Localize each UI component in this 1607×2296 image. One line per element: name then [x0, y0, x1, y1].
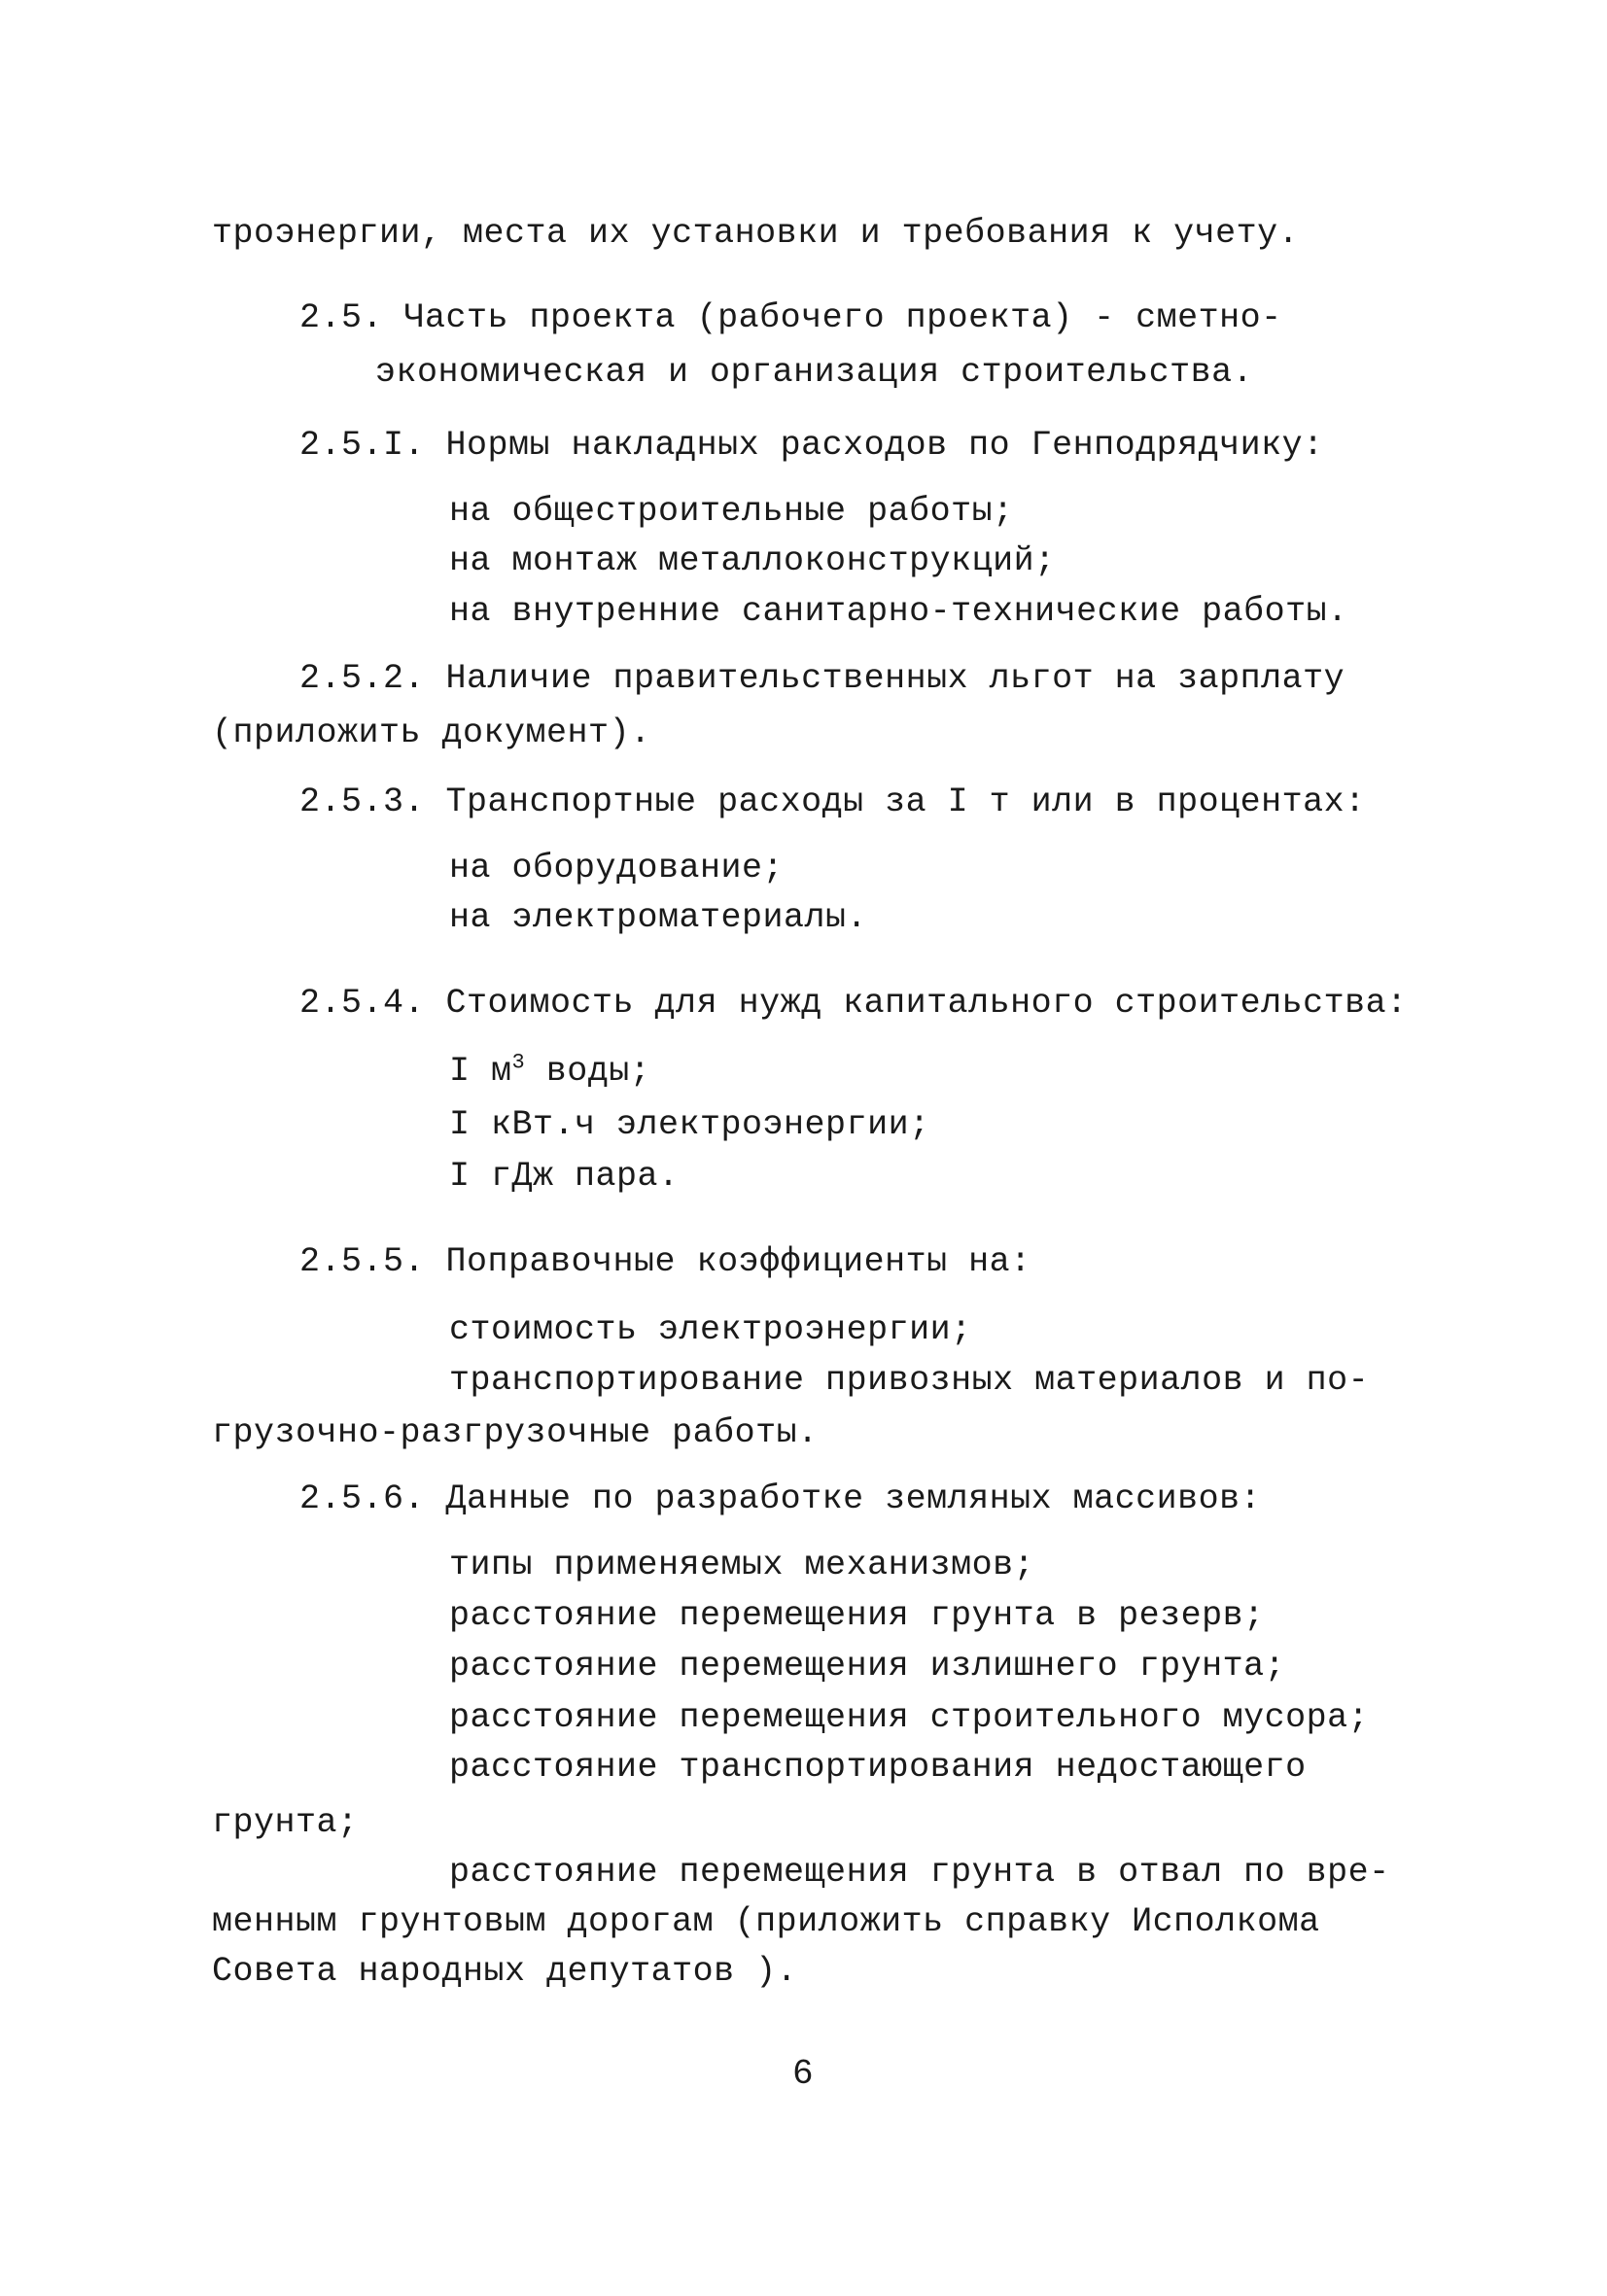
list-item: расстояние перемещения грунта в отвал по вре-	[449, 1853, 1390, 1892]
text-part: I м	[449, 1052, 512, 1091]
list-item: расстояние перемещения грунта в резерв;	[449, 1596, 1265, 1635]
list-item: на оборудование;	[449, 849, 785, 887]
list-item: на общестроительные работы;	[449, 492, 1014, 531]
list-item: стоимость электроэнергии;	[449, 1310, 972, 1349]
list-item: на электроматериалы.	[449, 898, 868, 937]
text-line: Совета народных депутатов ).	[212, 1952, 798, 1991]
list-item: транспортирование привозных материалов и по-	[449, 1361, 1370, 1400]
text-line: экономическая и организация строительства.	[375, 353, 1254, 392]
text-line: троэнергии, места их установки и требования к учету.	[212, 214, 1300, 253]
item-heading-2-5-1: 2.5.I. Нормы накладных расходов по Генподрядчику:	[299, 426, 1324, 465]
text-line: грунта;	[212, 1803, 359, 1842]
text-line: (приложить документ).	[212, 713, 651, 752]
list-item: расстояние перемещения излишнего грунта;	[449, 1647, 1286, 1686]
list-item: I гДж пара.	[449, 1157, 680, 1196]
item-heading-2-5-6: 2.5.6. Данные по разработке земляных массивов:	[299, 1479, 1262, 1518]
text-line: грузочно-разгрузочные работы.	[212, 1413, 819, 1452]
section-heading-2-5: 2.5. Часть проекта (рабочего проекта) - сметно-	[299, 298, 1282, 337]
page-number: 6	[792, 2054, 814, 2094]
list-item: на монтаж металлоконструкций;	[449, 541, 1056, 580]
list-item: I кВт.ч электроэнергии;	[449, 1105, 930, 1144]
list-item: типы применяемых механизмов;	[449, 1546, 1035, 1584]
list-item: на внутренние санитарно-технические работы.	[449, 592, 1348, 631]
list-item: расстояние перемещения строительного мусора;	[449, 1698, 1370, 1737]
superscript: 3	[511, 1050, 526, 1075]
text-line: менным грунтовым дорогам (приложить справку Исполкома	[212, 1902, 1320, 1941]
item-heading-2-5-5: 2.5.5. Поправочные коэффициенты на:	[299, 1242, 1031, 1281]
text-part: воды;	[525, 1052, 651, 1091]
item-heading-2-5-2: 2.5.2. Наличие правительственных льгот на зарплату	[299, 659, 1345, 698]
list-item	[449, 1050, 650, 1093]
list-item: расстояние транспортирования недостающего	[449, 1748, 1307, 1787]
item-heading-2-5-4: 2.5.4. Стоимость для нужд капитального строительства:	[299, 984, 1408, 1023]
item-heading-2-5-3: 2.5.3. Транспортные расходы за I т или в процентах:	[299, 783, 1366, 821]
